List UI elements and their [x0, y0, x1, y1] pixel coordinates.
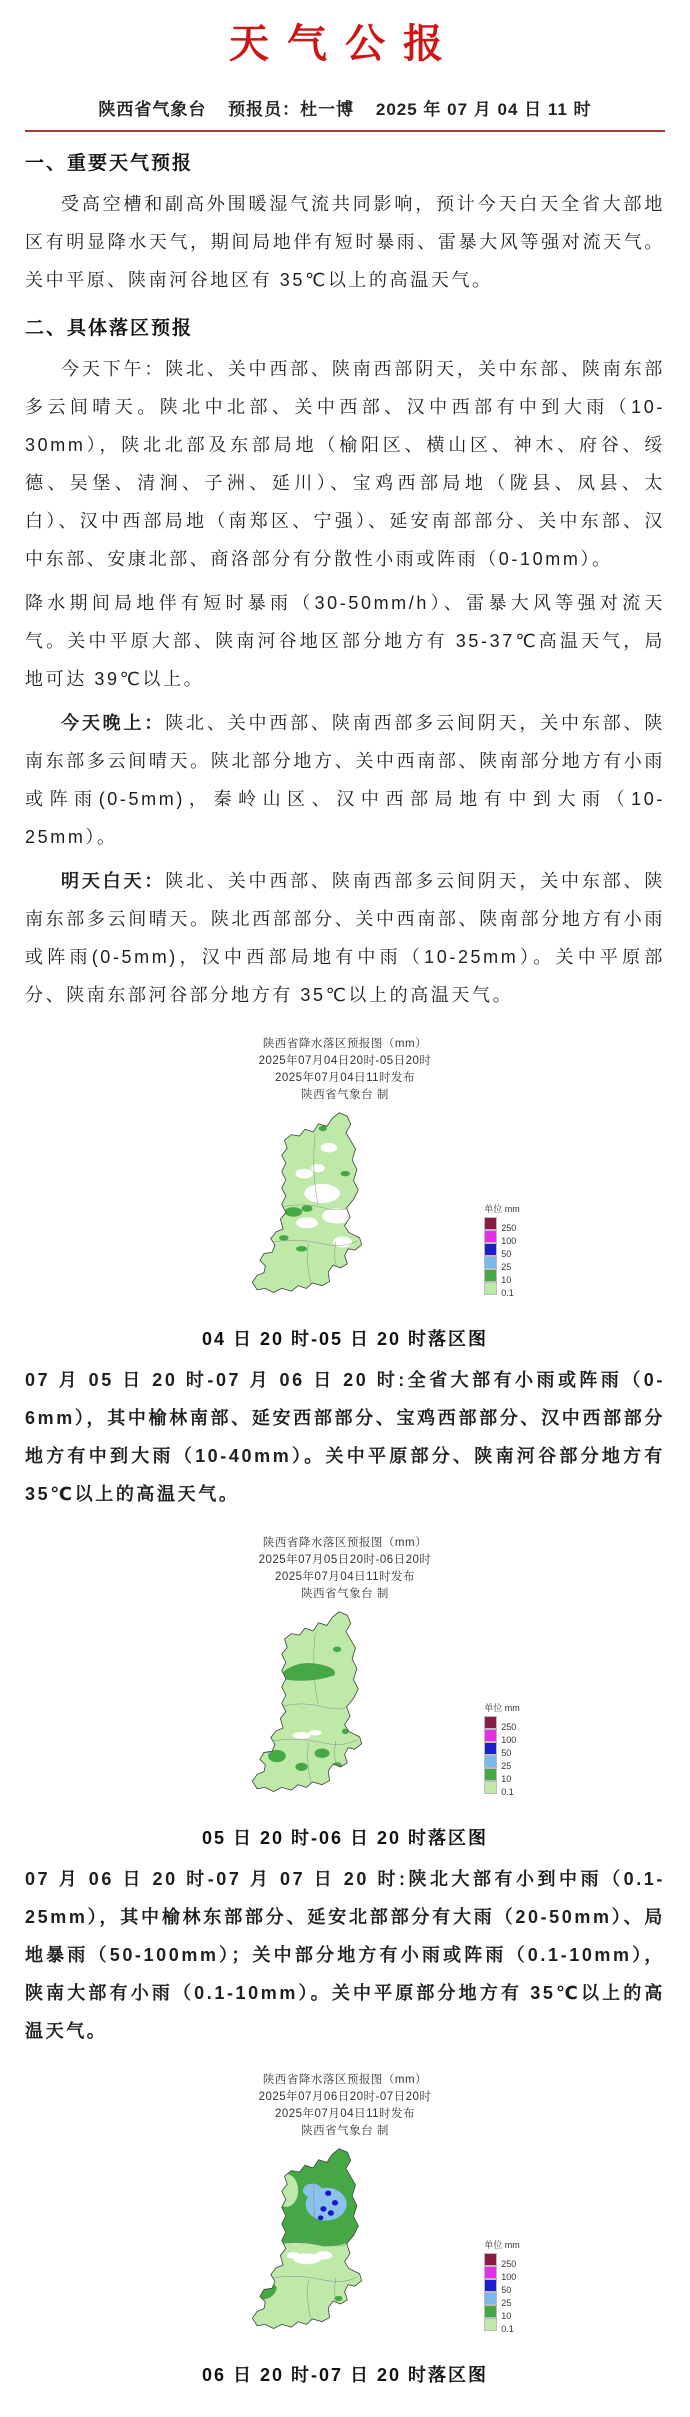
map3-caption: 06 日 20 时-07 日 20 时落区图 [201, 2365, 489, 2385]
map1-issued: 2025年07月04日11时发布 [274, 1072, 416, 1084]
legend-value: 25 [501, 1262, 512, 1272]
legend-swatch [484, 1282, 497, 1295]
legend-swatch [484, 1243, 497, 1256]
today-afternoon-text: 陕北、关中西部、陕南西部阴天，关中东部、陕南东部多云间晴天。陕北中北部、关中西部、汉中西部有中到大雨（10-30mm），陕北北部及东部局地（榆阳区、横山区、神木、府谷、绥德、吴堡、清涧、子洲、延川）、宝鸡西部局地（陇县、凤县、太白）、汉中西部局地（南郑区、宁强）、延安南部部分、关中东部、汉中东部、安康北部、商洛部分有分散性小雨或阵雨（0-10mm）。 [25, 359, 666, 569]
map3-title: 陕西省降水落区预报图（mm） [262, 2074, 428, 2086]
map2-title-block [25, 1535, 665, 1603]
map3-issued: 2025年07月04日11时发布 [274, 2108, 416, 2120]
legend-swatch [484, 1230, 497, 1243]
legend-row [484, 2279, 512, 2295]
legend-row [484, 2318, 514, 2334]
map1-period: 2025年07月04日20时-05日20时 [258, 1055, 432, 1067]
legend-row [484, 1230, 517, 1246]
map1-caption: 04 日 20 时-05 日 20 时落区图 [201, 1329, 489, 1349]
map2-legend [484, 1701, 520, 1797]
legend-row [484, 2292, 512, 2308]
shaanxi-precip-map-1 [170, 1108, 470, 1313]
legend-value: 0.1 [501, 1288, 514, 1298]
today-afternoon-paragraph [25, 350, 665, 578]
tonight-prefix: 今天晚上： [61, 713, 166, 733]
legend-value: 50 [501, 1748, 512, 1758]
map2-title: 陕西省降水落区预报图（mm） [262, 1537, 428, 1549]
shaanxi-precip-map-3 [170, 2144, 470, 2349]
legend-swatch [484, 2266, 497, 2279]
legend-value: 0.1 [501, 2324, 514, 2334]
precip-map-figure-2 [25, 1535, 665, 1850]
convective-note-paragraph: 降水期间局地伴有短时暴雨（30-50mm/h）、雷暴大风等强对流天气。关中平原大部、陕南河谷地区部分地方有 35-37℃高温天气，局地可达 39℃以上。 [25, 593, 665, 689]
legend-value: 0.1 [501, 1787, 514, 1797]
legend-swatch [484, 1768, 497, 1781]
legend-value: 50 [501, 1249, 512, 1259]
tomorrow-text: 陕北、关中西部、陕南西部多云间阴天，关中东部、陕南东部多云间晴天。陕北西部部分、关中西南部、陕南部分地方有小雨或阵雨(0-5mm)，汉中西部局地有中雨（10-25mm）。关中平原部分、陕南东部河谷部分地方有 35℃以上的高温天气。 [25, 871, 666, 1005]
legend-swatch [484, 1256, 497, 1269]
legend-value: 10 [501, 1275, 512, 1285]
map2-maker: 陕西省气象台 制 [301, 1588, 389, 1600]
legend-value: 100 [501, 1735, 517, 1745]
map3-title-block [25, 2072, 665, 2140]
legend-row [484, 1243, 512, 1259]
page-title: 天气公报 [229, 22, 461, 66]
shaanxi-precip-map-2 [170, 1607, 470, 1812]
legend-swatch [484, 1781, 497, 1794]
legend-row [484, 1716, 517, 1732]
legend-row [484, 2305, 512, 2321]
map2-caption: 05 日 20 时-06 日 20 时落区图 [201, 1828, 489, 1848]
map1-legend [484, 1202, 520, 1298]
legend-value: 25 [501, 2298, 512, 2308]
legend-row [484, 2266, 517, 2282]
tomorrow-paragraph [25, 862, 665, 1014]
legend-value: 100 [501, 2272, 517, 2282]
map2-issued: 2025年07月04日11时发布 [274, 1571, 416, 1583]
day2-paragraph: 07 月 05 日 20 时-07 月 06 日 20 时:全省大部有小雨或阵雨（0-6mm），其中榆林南部、延安西部部分、宝鸡西部部分、汉中西部部分地方有中到大雨（10-40mm）。关中平原部分、陕南河谷部分地方有 35℃以上的高温天气。 [25, 1370, 665, 1504]
legend-value: 250 [501, 1722, 517, 1732]
legend-row [484, 1282, 514, 1298]
tonight-text: 陕北、关中西部、陕南西部多云间阴天，关中东部、陕南东部多云间晴天。陕北部分地方、关中西南部、陕南部分地方有小雨或阵雨(0-5mm)，秦岭山区、汉中西部局地有中到大雨（10-25mm）。 [25, 713, 666, 847]
section-heading-detail: 二、具体落区预报 [25, 318, 194, 339]
legend-unit-label: 单位 mm [484, 2240, 520, 2250]
map1-maker: 陕西省气象台 制 [301, 1089, 389, 1101]
map3-maker: 陕西省气象台 制 [301, 2125, 389, 2137]
legend-swatch [484, 2292, 497, 2305]
precip-map-figure-3 [25, 2072, 665, 2387]
legend-swatch [484, 2305, 497, 2318]
important-forecast-paragraph: 受高空槽和副高外围暖湿气流共同影响，预计今天白天全省大部地区有明显降水天气，期间局地伴有短时暴雨、雷暴大风等强对流天气。关中平原、陕南河谷地区有 35℃以上的高温天气。 [25, 194, 665, 290]
tomorrow-prefix: 明天白天： [61, 871, 166, 891]
forecaster: 预报员：杜一博 [228, 100, 355, 119]
bulletin-header [25, 95, 665, 132]
legend-swatch [484, 1716, 497, 1729]
section-heading-important: 一、重要天气预报 [25, 153, 194, 174]
legend-row [484, 2253, 517, 2269]
map1-title-block [25, 1036, 665, 1104]
legend-row [484, 1256, 512, 1272]
legend-row [484, 1742, 512, 1758]
map2-period: 2025年07月05日20时-06日20时 [258, 1554, 432, 1566]
legend-swatch [484, 2279, 497, 2292]
legend-row [484, 1781, 514, 1797]
today-afternoon-prefix: 今天下午： [61, 359, 166, 379]
legend-swatch [484, 2318, 497, 2331]
legend-row [484, 1768, 512, 1784]
legend-value: 10 [501, 2311, 512, 2321]
legend-value: 100 [501, 1236, 517, 1246]
legend-row [484, 1729, 517, 1745]
map3-legend [484, 2238, 520, 2334]
tonight-paragraph [25, 704, 665, 856]
legend-unit-label: 单位 mm [484, 1703, 520, 1713]
legend-swatch [484, 1729, 497, 1742]
legend-unit-label: 单位 mm [484, 1204, 520, 1214]
legend-row [484, 1217, 517, 1233]
legend-value: 10 [501, 1774, 512, 1784]
legend-swatch [484, 1742, 497, 1755]
legend-swatch [484, 2253, 497, 2266]
legend-value: 25 [501, 1761, 512, 1771]
legend-row [484, 1755, 512, 1771]
precip-map-figure-1 [25, 1036, 665, 1351]
legend-swatch [484, 1269, 497, 1282]
legend-swatch [484, 1755, 497, 1768]
legend-value: 250 [501, 1223, 517, 1233]
issue-datetime: 2025 年 07 月 04 日 11 时 [375, 100, 592, 119]
legend-row [484, 1269, 512, 1285]
day3-paragraph: 07 月 06 日 20 时-07 月 07 日 20 时:陕北大部有小到中雨（0.1-25mm），其中榆林东部部分、延安北部部分有大雨（20-50mm）、局地暴雨（50-100mm）；关中部分地方有小雨或阵雨（0.1-10mm），陕南大部有小雨（0.1-10mm）。关中平原部分地方有 35℃以上的高温天气。 [25, 1869, 665, 2041]
legend-swatch [484, 1217, 497, 1230]
legend-value: 50 [501, 2285, 512, 2295]
legend-value: 250 [501, 2259, 517, 2269]
map3-period: 2025年07月06日20时-07日20时 [258, 2091, 432, 2103]
station-name: 陕西省气象台 [98, 100, 207, 119]
map1-title: 陕西省降水落区预报图（mm） [262, 1038, 428, 1050]
